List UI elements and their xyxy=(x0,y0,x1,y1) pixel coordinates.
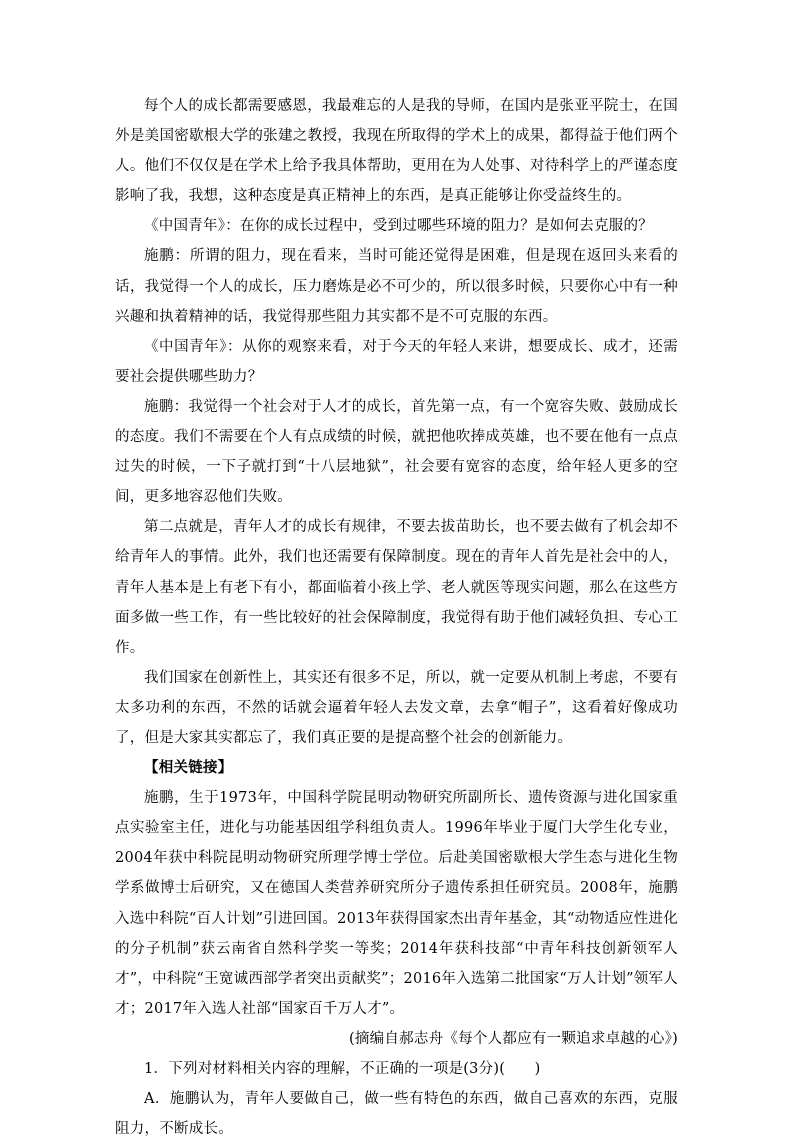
paragraph-answer-tolerance: 施鹏：我觉得一个社会对于人才的成长，首先第一点，有一个宽容失败、鼓励成长的态度。我们不需要在个人有点成绩的时候，就把他吹捧成英雄，也不要在他有一点点过失的时候，一下子就打到“十八层地狱”，社会要有宽容的态度，给年轻人更多的空间，更多地容忍他们失败。 xyxy=(115,398,678,506)
paragraph-gratitude: 每个人的成长都需要感恩，我最难忘的人是我的导师，在国内是张亚平院士，在国外是美国密歇根大学的张建之教授，我现在所取得的学术上的成果，都得益于他们两个人。他们不仅仅是在学术上给予我具体帮助，更用在为人处事、对待科学上的严谨态度影响了我，我想，这种态度是真正精神上的东西，是真正能够让你受益终生的。 xyxy=(115,98,678,205)
question-1: 1．下列对材料相关内容的理解，不正确的一项是(3分)( ) xyxy=(144,1061,541,1077)
paragraph-question-obstacles: 《中国青年》：在你的成长过程中，受到过哪些环境的阻力？是如何去克服的？ xyxy=(144,218,653,235)
paragraph-innovation: 我们国家在创新性上，其实还有很多不足，所以，就一定要从机制上考虑，不要有太多功利的东西，不然的话就会逼着年轻人去发文章，去拿“帽子”，这看着好像成功了，但是大家其实都忘了，我们真正要的是提高整个社会的创新能力。 xyxy=(115,669,678,746)
option-a: A．施鹏认为，青年人要做自己，做一些有特色的东西，做自己喜欢的东西，克服阻力，不断成长。 xyxy=(115,1091,678,1138)
document-page xyxy=(115,91,678,1144)
source-citation: (摘编自郝志舟《每个人都应有一颗追求卓越的心》) xyxy=(348,1030,678,1047)
paragraph-answer-obstacles: 施鹏：所谓的阻力，现在看来，当时可能还觉得是困难，但是现在返回头来看的话，我觉得一个人的成长，压力磨炼是必不可少的，所以很多时候，只要你心中有一种兴趣和执着精神的话，我觉得那些阻力其实都不是不可克服的东西。 xyxy=(115,248,678,325)
paragraph-question-society: 《中国青年》：从你的观察来看，对于今天的年轻人来讲，想要成长、成才，还需要社会提供哪些助力？ xyxy=(115,338,678,385)
paragraph-answer-second-point: 第二点就是，青年人才的成长有规律，不要去拔苗助长，也不要去做有了机会却不给青年人的事情。此外，我们也还需要有保障制度。现在的青年人首先是社会中的人，青年人基本是上有老下有小，都面临着小孩上学、老人就医等现实问题，那么在这些方面多做一些工作，有一些比较好的社会保障制度，我觉得有助于他们减轻负担、专心工作。 xyxy=(115,519,678,656)
related-links-heading: 【相关链接】 xyxy=(144,759,233,777)
paragraph-biography: 施鹏，生于1973年，中国科学院昆明动物研究所副所长、遗传资源与进化国家重点实验室主任，进化与功能基因组学科组负责人。1996年毕业于厦门大学生化专业，2004年获中科院昆明动物研究所理学博士学位。后赴美国密歇根大学生态与进化生物学系做博士后研究，又在德国人类营养研究所分子遗传系担任研究员。2008年，施鹏入选中科院“百人计划”引进回国。2013年获得国家杰出青年基金，其“动物适应性进化的分子机制”获云南省自然科学奖一等奖；2014年获科技部“中青年科技创新领军人才”，中科院“王宽诚西部学者突出贡献奖”；2016年入选第二批国家“万人计划”领军人才；2017年入选人社部“国家百千万人才”。 xyxy=(115,790,678,1017)
